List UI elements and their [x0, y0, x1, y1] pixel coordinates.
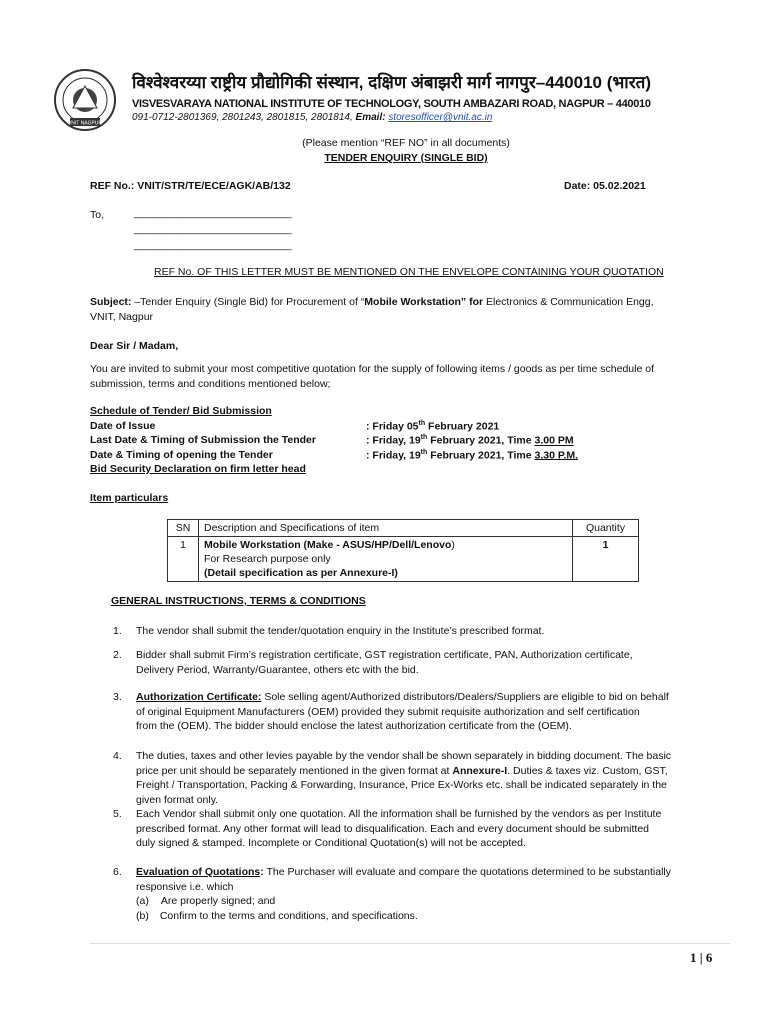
table-header-row: [168, 520, 639, 537]
subject-department: Electronics & Communication Engg,: [483, 296, 654, 308]
item-spec: (Detail specification as per Annexure-I): [204, 567, 398, 579]
intro-line: You are invited to submit your most competitive quotation for the supply of following items / goods as per time schedule of: [90, 363, 654, 375]
schedule-value: : Friday, 19th February 2021, Time 3.30 P.M.: [366, 448, 579, 461]
instruction-item: 1. The vendor shall submit the tender/quotation enquiry in the Institute’s prescribed format.: [113, 625, 545, 637]
instruction-item: 3. Authorization Certificate: Sole selling agent/Authorized distributors/Dealers/Suppliers are eligible to bid on behalf of original Equipment Manufacturers (OEM) provided they submit requisite authorization and self certification from the (OEM). The bidder should enclose the latest authorization certificate from the (OEM).: [113, 691, 669, 732]
to-label: To,: [90, 209, 105, 221]
sub-item: (b) Confirm to the terms and conditions, and specifications.: [136, 909, 418, 922]
contact-line: [132, 112, 492, 123]
page-number: 1 | 6: [690, 950, 713, 965]
subject-line-2: VNIT, Nagpur: [90, 310, 154, 323]
address-line: ___________________________: [134, 239, 292, 251]
schedule-heading: Schedule of Tender/ Bid Submission: [90, 405, 272, 417]
general-instructions-heading: GENERAL INSTRUCTIONS, TERMS & CONDITIONS: [111, 595, 366, 607]
item-title: Mobile Workstation (Make - ASUS/HP/Dell/Lenovo: [204, 539, 452, 551]
evaluation-heading: Evaluation of Quotations: [136, 866, 261, 878]
reference-notice: REF No. OF THIS LETTER MUST BE MENTIONED ON THE ENVELOPE CONTAINING YOUR QUOTATION: [154, 266, 664, 278]
intro-paragraph: [90, 362, 730, 391]
schedule-label: Last Date & Timing of Submission the Tender: [90, 434, 316, 446]
table-header: Quantity: [573, 520, 639, 537]
salutation: Dear Sir / Madam,: [90, 340, 179, 352]
subject-text: –Tender Enquiry (Single Bid) for Procurement of “: [131, 296, 365, 308]
reference-number: REF No.: VNIT/STR/TE/ECE/AGK/AB/132: [90, 180, 291, 192]
item-sn: 1: [168, 537, 199, 582]
item-quantity: 1: [573, 537, 639, 582]
schedule-value: : Friday 05th February 2021: [366, 419, 500, 432]
institute-logo: [50, 68, 120, 132]
document-title: TENDER ENQUIRY (SINGLE BID): [324, 152, 488, 164]
table-row: [168, 537, 639, 582]
instruction-item: 5. Each Vendor shall submit only one quotation. All the information shall be furnished by the vendors as per Institute prescribed format. Any other format will lead to disqualification. Each and every document should be submitted duly signed & stamped. Incomplete or Conditional Quotation(s) will not be accepted.: [113, 808, 662, 849]
subject: [90, 295, 730, 324]
subject-label: Subject:: [90, 296, 132, 308]
subject-item: Mobile Workstation” for: [364, 296, 484, 308]
instruction-item: 2. Bidder shall submit Firm’s registration certificate, GST registration certificate, PAN, Authorization certificate, Delivery Period, Warranty/Guarantee, others etc with the bid.: [113, 649, 633, 676]
intro-line: submission, terms and conditions mentioned below;: [90, 377, 331, 390]
schedule-value: : Friday, 19th February 2021, Time 3.00 PM: [366, 434, 574, 447]
schedule-section: [90, 405, 730, 478]
email-label: Email:: [355, 112, 386, 123]
schedule-label: Date & Timing of opening the Tender: [90, 448, 273, 461]
items-heading: Item particulars: [90, 492, 169, 504]
item-description: Mobile Workstation (Make - ASUS/HP/Dell/Lenovo) For Research purpose only (Detail specification as per Annexure-I): [199, 537, 573, 582]
footer-divider: [90, 943, 730, 944]
sub-item: (a) Are properly signed; and: [136, 895, 276, 907]
items-table: [167, 519, 639, 582]
address-block: [134, 205, 292, 253]
table-header: Description and Specifications of item: [199, 520, 573, 537]
item-purpose: For Research purpose only: [204, 553, 331, 565]
instruction-item: 4. The duties, taxes and other levies payable by the vendor shall be shown separately in bidding document. The basic price per unit should be separately mentioned in the given format at Annexure-I. Duties & taxes viz. Custom, GST, Freight / Transportation, Packing & Forwarding, Insurance, Price Ex-Works etc. shall be indicated separately in the given format only.: [113, 750, 672, 806]
schedule-label: Date of Issue: [90, 419, 156, 432]
svg-text:VNIT NAGPUR: VNIT NAGPUR: [67, 120, 103, 127]
authorization-heading: Authorization Certificate:: [136, 691, 262, 703]
institute-name-english: VISVESVARAYA NATIONAL INSTITUTE OF TECHNOLOGY, SOUTH AMBAZARI ROAD, NAGPUR – 440010: [132, 98, 651, 110]
address-line: ___________________________: [134, 223, 292, 235]
table-header: SN: [168, 520, 199, 537]
document-date: Date: 05.02.2021: [564, 180, 646, 192]
instruction-item: 6. Evaluation of Quotations: The Purchaser will evaluate and compare the quotations determined to be substantially responsive i.e. which (a) Are properly signed; and (b) Confirm to the terms and conditions, and specifications.: [113, 865, 730, 925]
mention-note: (Please mention “REF NO” in all documents): [302, 137, 510, 149]
phone-numbers: 091-0712-2801369, 2801243, 2801815, 2801814,: [132, 112, 353, 123]
schedule-row: [90, 449, 730, 464]
schedule-row: [90, 420, 730, 435]
email-link[interactable]: storesofficer@vnit.ac.in: [388, 112, 493, 123]
schedule-row: [90, 434, 730, 449]
institute-name-hindi: विश्वेश्वरय्या राष्ट्रीय प्रौद्योगिकी संस्थान, दक्षिण अंबाझरी मार्ग नागपुर–440010 (भारत): [132, 73, 652, 92]
address-line: ___________________________: [134, 207, 292, 219]
bid-security-note: Bid Security Declaration on firm letter head: [90, 463, 306, 475]
